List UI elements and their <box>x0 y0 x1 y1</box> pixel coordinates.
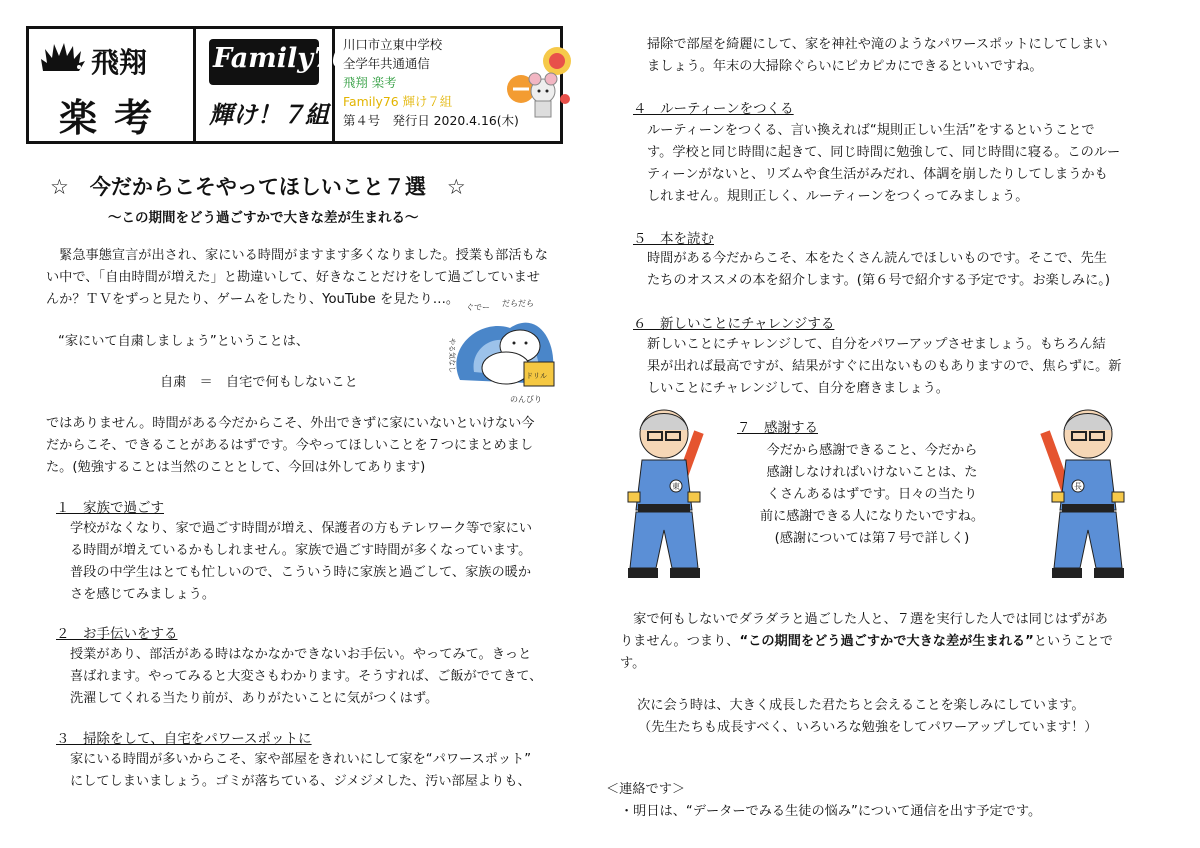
logo-family76: Family76 <box>213 43 351 74</box>
issue-info: 第４号 発行日 2020.4.16(木) <box>343 113 519 128</box>
lazy-bear-illustration <box>440 298 566 406</box>
header-info <box>343 35 519 130</box>
section-7-body: 今だから感謝できること、今だから 感謝しなければいけないことは、た くさんあるはずです。日々の当たり 前に感謝できる人になりたいですね。 (感謝については第７号で詳しく) <box>759 443 985 546</box>
logo-rakko: 楽 考 <box>59 95 155 140</box>
newsletter-type: 全学年共通通信 <box>343 56 430 71</box>
next-meeting-paragraph: 次に会う時は、大きく成長した君たちと会えることを楽しみにしています。 （先生たちも成長すべく、いろいろな勉強をしてパワーアップしています！） <box>624 698 1098 735</box>
bear-label-side: やる気なし <box>448 338 456 373</box>
logo-hisho: 飛翔 <box>91 46 148 79</box>
notice-item: ・明日は、“データーでみる生徒の悩み”について通信を出す予定です。 <box>620 804 1042 819</box>
newsletter-titles: 飛翔 楽考 <box>343 75 397 90</box>
logo-kagayake: 輝け！７組 <box>209 100 329 129</box>
section-3-heading: ３ 掃除をして、自宅をパワースポットに <box>56 731 312 747</box>
section-3-continued: 掃除で部屋を綺麗にして、家を神社や滝のようなパワースポットにしてしまい ましょう。年末の大掃除ぐらいにピカピカにできるといいですね。 <box>647 37 1108 74</box>
intro-paragraph: 緊急事態宣言が出され、家にいる時間がますます多くなりました。授業も部活もな い中で、「自由時間が増えた」と勘違いして、好きなことだけをして過ごしていませ んか？ＴＶをずっと見たり、ゲームをしたり、YouTube を見たり…。 <box>46 248 548 307</box>
article-title: ☆ 今だからこそやってほしいこと７選 ☆ <box>50 175 466 199</box>
section-3-body: 家にいる時間が多いからこそ、家や部屋をきれいにして家を“パワースポット” にしてしまいましょう。ゴミが落ちている、ジメジメした、汚い部屋よりも、 <box>70 752 532 789</box>
section-6-heading: ６ 新しいことにチャレンジする <box>633 316 835 332</box>
belt-emblem-left: 東 <box>672 482 680 491</box>
section-4-body: ルーティーンをつくる、言い換えれば“規則正しい生活”をするということで す。学校と同じ時間に起きて、同じ時間に勉強して、同じ時間に寝る。このルー ティーンがないと、リズムや食生活がみだれ、体調を崩したりしてしまうかも しれません。規則正しく、ルーティーンをつくってみましょう。 <box>647 123 1121 204</box>
newsletter-titles-2: Family76 輝け７組 <box>343 94 453 109</box>
section-2-body: 授業があり、部活がある時はなかなかできないお手伝い。やってみて。きっと 喜ばれます。やってみると大変さもわかります。そうすれば、ご飯がでてきて、 洗濯してくれる当たり前が、ありがたいことに気がつくはず。 <box>70 647 543 706</box>
section-1-body: 学校がなくなり、家で過ごす時間が増え、保護者の方もテレワーク等で家にい る時間が増えているかもしれません。家族で過ごす時間が多くなっています。 普段の中学生はとても忙しいので、こういう時に家族と過ごして、家族の暖か さを感じてみましょう。 <box>70 521 533 602</box>
article-subtitle: ～この期間をどう過ごすかで大きな差が生まれる～ <box>108 210 419 226</box>
karate-student-right-illustration <box>1030 400 1135 585</box>
mouse-mascot-icon <box>507 39 577 129</box>
bear-label-top1: ぐでー <box>466 303 490 312</box>
bear-label-bottom: のんびり <box>510 395 542 404</box>
section-5-body: 時間がある今だからこそ、本をたくさん読んでほしいものです。そこで、先生 たちのオススメの本を紹介します。(第６号で紹介する予定です。お楽しみに。) <box>647 251 1111 288</box>
after-paragraph: ではありません。時間がある今だからこそ、外出できずに家にいないといけない今 だからこそ、できることがあるはずです。今やってほしいことを７つにまとめまし た。(勉強することは当然のこととして、今回は外してあります) <box>46 416 535 475</box>
closing-emphasis: “この期間をどう過ごすかで大きな差が生まれる” <box>739 634 1034 649</box>
notice-heading: ＜連絡です＞ <box>606 782 686 797</box>
bear-label-top2: だらだら <box>502 299 534 308</box>
equation-line: 自粛 ＝ 自宅で何もしないこと <box>160 375 358 390</box>
section-2-heading: ２ お手伝いをする <box>56 626 178 642</box>
quote-line: “家にいて自粛しましょう”ということは、 <box>58 334 310 349</box>
masthead <box>26 26 563 144</box>
section-4-heading: ４ ルーティーンをつくる <box>633 101 794 117</box>
section-5-heading: ５ 本を読む <box>633 231 714 247</box>
belt-emblem-right: 長 <box>1074 482 1082 491</box>
closing-paragraph: 家で何もしないでダラダラと過ごした人と、７選を実行した人では同じはずがあ りません。つまり、“この期間をどう過ごすかで大きな差が生まれる”ということで す。 <box>620 612 1113 671</box>
section-6-body: 新しいことにチャレンジして、自分をパワーアップさせましょう。もちろん結 果が出れば最高ですが、結果がすぐに出ないものもありますので、焦らずに。新 しいことにチャレンジして、自分を磨きましょう。 <box>647 337 1122 396</box>
section-1-heading: １ 家族で過ごす <box>56 500 164 516</box>
bear-label-book: ドリル <box>526 372 547 380</box>
karate-student-left-illustration <box>620 400 725 585</box>
hedgehog-icon <box>39 41 87 77</box>
school-name: 川口市立東中学校 <box>343 37 443 52</box>
section-7-heading: ７ 感謝する <box>737 420 818 436</box>
masthead-divider <box>193 29 196 141</box>
